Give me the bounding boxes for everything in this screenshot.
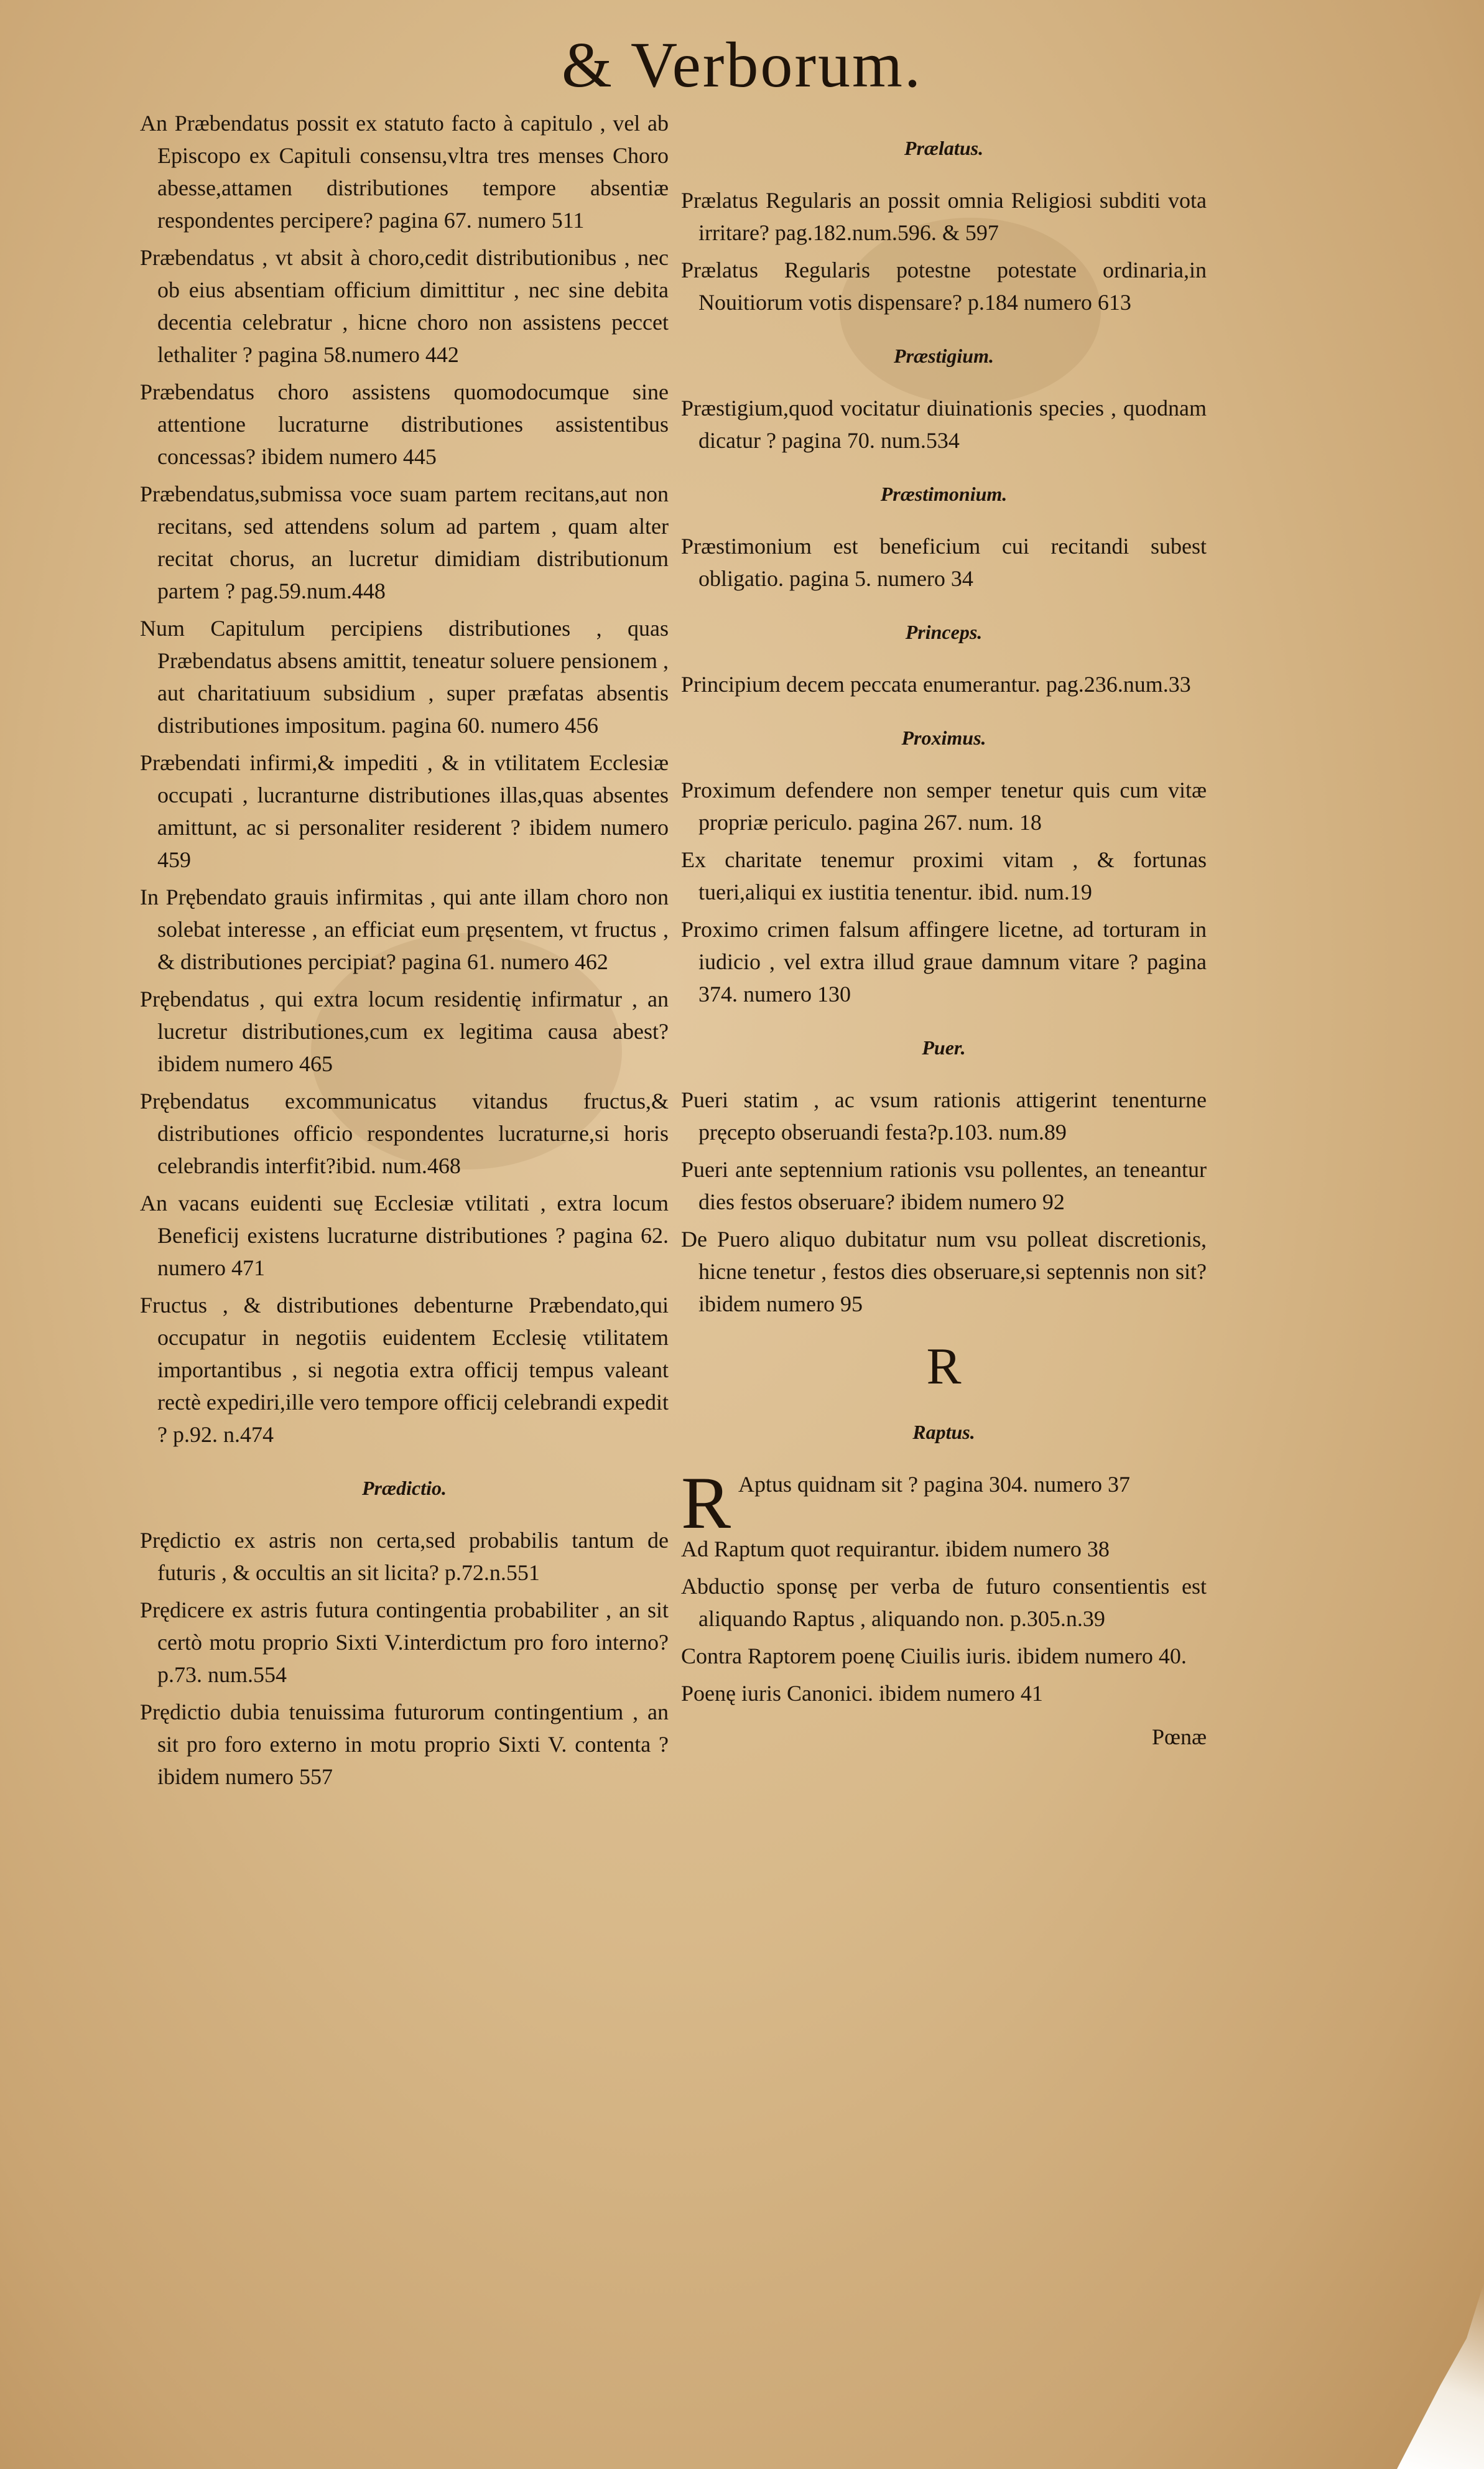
raptus-first-entry-text: Aptus quidnam sit ? pagina 304. numero 37: [738, 1472, 1130, 1497]
index-entry: [681, 1461, 1207, 1544]
left-column: [140, 107, 669, 1798]
index-entry: Præbendati infirmi,& impediti , & in vtilitatem Ecclesiæ occupati , lucranturne distributiones illas,quas absentes amittunt, ac si personaliter residerent ? ibidem numero 459: [140, 750, 669, 872]
section-heading: Proximus.: [901, 727, 986, 749]
index-entry: Prędictio dubia tenuissima futurorum contingentium , an sit pro foro externo in motu proprio Sixti V. contenta ? ibidem numero 557: [140, 1699, 669, 1789]
index-entry: Præbendatus , vt absit à choro,cedit distributionibus , nec ob eius absentiam officium dimittitur , nec sine debita decentia celebratur , hicne choro non assistens peccet lethaliter ? pagina 58.numero 442: [140, 245, 669, 367]
index-entry: Poenę iuris Canonici. ibidem numero 41: [681, 1681, 1043, 1706]
section-heading: Puer.: [922, 1036, 966, 1059]
index-entry: Prębendatus excommunicatus vitandus fructus,& distributiones officio respondentes lucraturne,si horis celebrandis interfit?ibid. num.468: [140, 1089, 669, 1178]
index-entry: De Puero aliquo dubitatur num vsu polleat discretionis, hicne tenetur , festos dies obseruare,si septennis non sit? ibidem numero 95: [681, 1227, 1207, 1316]
index-entry: Proximo crimen falsum affingere licetne, ad torturam in iudicio , vel extra illud graue damnum vitare ? pagina 374. numero 130: [681, 917, 1207, 1007]
index-entry: An vacans euidenti suę Ecclesiæ vtilitati , extra locum Beneficij existens lucraturne distributiones ? pagina 62. numero 471: [140, 1191, 669, 1280]
section-heading: Princeps.: [905, 621, 983, 643]
index-entry: Pueri statim , ac vsum rationis attigerint tenenturne pręcepto obseruandi festa?p.103. num.89: [681, 1087, 1207, 1145]
index-entry: Ex charitate tenemur proximi vitam , & fortunas tueri,aliqui ex iustitia tenentur. ibid. num.19: [681, 847, 1207, 904]
index-entry: Principium decem peccata enumerantur. pag.236.num.33: [681, 672, 1191, 697]
index-entry: Contra Raptorem poenę Ciuilis iuris. ibidem numero 40.: [681, 1644, 1187, 1668]
index-entry: Ad Raptum quot requirantur. ibidem numero 38: [681, 1537, 1110, 1561]
index-entry: Abductio sponsę per verba de futuro consentientis est aliquando Raptus , aliquando non. p.305.n.39: [681, 1574, 1207, 1631]
index-entry: Præstimonium est beneficium cui recitandi subest obligatio. pagina 5. numero 34: [681, 534, 1207, 591]
index-entry: Prælatus Regularis potestne potestate ordinaria,in Nouitiorum votis dispensare? p.184 numero 613: [681, 258, 1207, 315]
index-entry: An Præbendatus possit ex statuto facto à capitulo , vel ab Episcopo ex Capituli consensu,vltra tres menses Choro abesse,attamen distributiones tempore absentiæ respondentes percipere? pagina 67. numero 511: [140, 111, 669, 233]
index-entry: Præstigium,quod vocitatur diuinationis species , quodnam dicatur ? pagina 70. num.534: [681, 396, 1207, 453]
index-entry: Pueri ante septennium rationis vsu pollentes, an teneantur dies festos obseruare? ibidem numero 92: [681, 1157, 1207, 1214]
index-entry: Prębendatus , qui extra locum residentię infirmatur , an lucretur distributiones,cum ex legitima causa abest? ibidem numero 465: [140, 987, 669, 1076]
right-column: [681, 107, 1207, 1753]
index-entry: In Prębendato grauis infirmitas , qui ante illam choro non solebat interesse , an efficiat eum pręsentem, vt fructus , & distributiones percipiat? pagina 61. numero 462: [140, 885, 669, 974]
index-entry: Præbendatus,submissa voce suam partem recitans,aut non recitans, sed attendens solum ad partem , quam alter recitat chorus, an lucretur dimidiam distributionum partem ? pag.59.num.448: [140, 481, 669, 603]
index-entry: Prędicere ex astris futura contingentia probabiliter , an sit certò motu proprio Sixti V.interdictum pro foro interno?p.73. num.554: [140, 1597, 669, 1687]
index-entry: Num Capitulum percipiens distributiones , quas Præbendatus absens amittit, teneatur soluere pensionem , aut charitatiuum subsidium , super præfatas absentis distributiones impositum. pagina 60. numero 456: [140, 616, 669, 738]
section-heading: Prælatus.: [904, 137, 984, 159]
index-entry: Prędictio ex astris non certa,sed probabilis tantum de futuris , & occultis an sit licita? p.72.n.551: [140, 1528, 669, 1585]
section-letter: R: [926, 1337, 962, 1395]
index-entry: Fructus , & distributiones debenturne Præbendato,qui occupatur in negotiis euidentem Ecclesię vtilitatem importantibus , si negotia extra officij tempus valeant rectè expediri,ille vero tempore officij celebrandi expedit ? p.92. n.474: [140, 1293, 669, 1447]
section-heading: Præstimonium.: [880, 483, 1008, 505]
catchword: Pœnæ: [1151, 1724, 1207, 1749]
torn-corner: [1397, 2282, 1484, 2469]
section-heading: Prædictio.: [362, 1477, 447, 1499]
section-heading: Præstigium.: [894, 345, 994, 367]
drop-cap: R: [681, 1461, 731, 1544]
index-entry: Prælatus Regularis an possit omnia Religiosi subditi vota irritare? pag.182.num.596. & 597: [681, 188, 1207, 245]
index-entry: Proximum defendere non semper tenetur quis cum vitæ propriæ periculo. pagina 267. num. 18: [681, 778, 1207, 835]
section-heading: Raptus.: [912, 1421, 975, 1443]
page-header: & Verborum.: [562, 29, 922, 101]
index-entry: Præbendatus choro assistens quomodocumque sine attentione lucraturne distributiones assistentibus concessas? ibidem numero 445: [140, 379, 669, 469]
